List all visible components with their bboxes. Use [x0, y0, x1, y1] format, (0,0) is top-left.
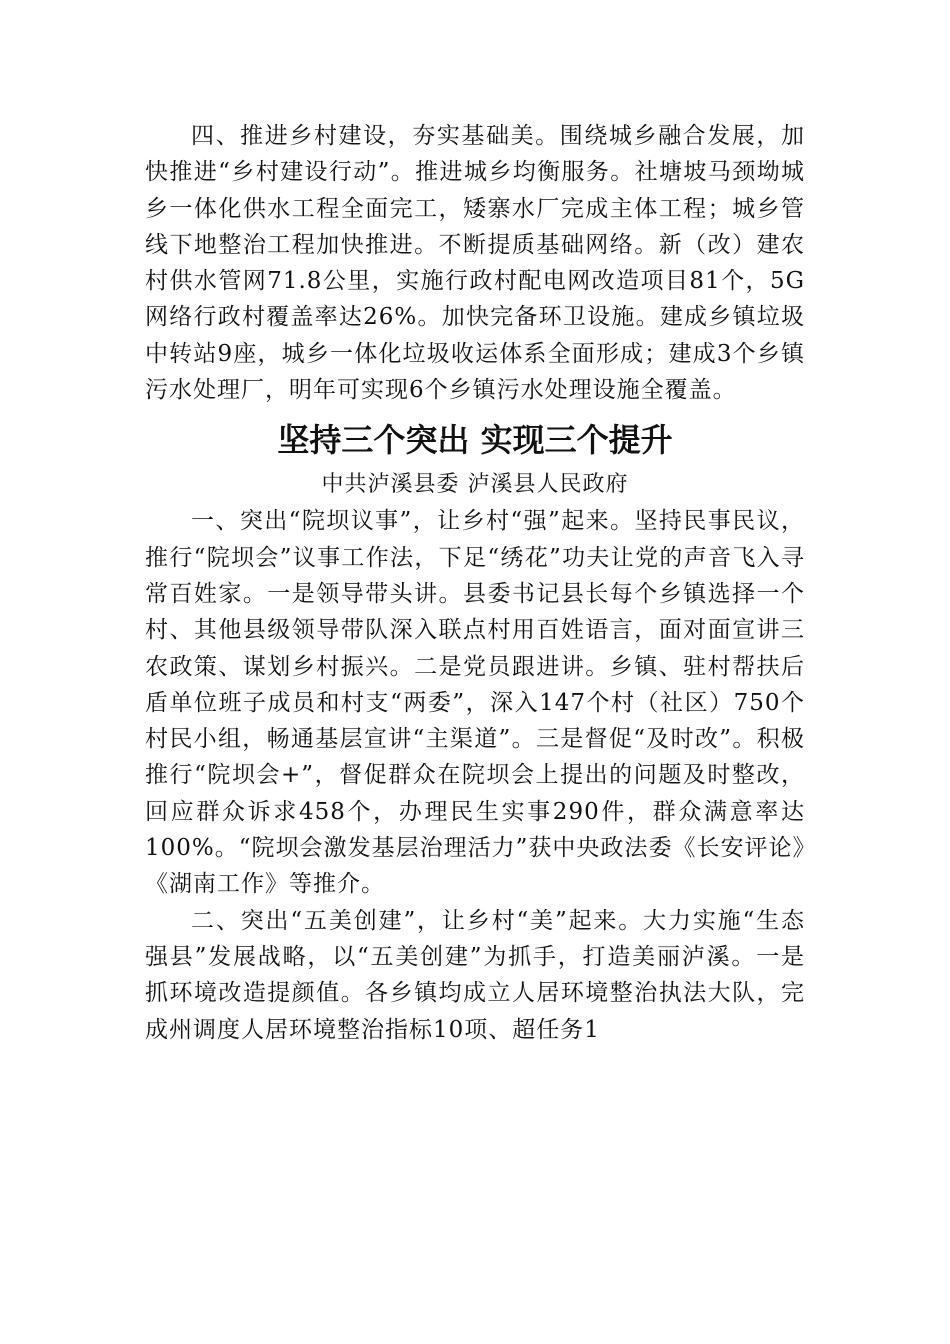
article-title: 坚持三个突出 实现三个提升: [277, 421, 673, 460]
article-author: 中共泸溪县委 泸溪县人民政府: [321, 472, 629, 498]
document-body: [145, 118, 805, 1048]
paragraph-courtyard-discussion: 一、突出“院坝议事”，让乡村“强”起来。坚持民事民议，推行“院坝会”议事工作法，下足“绣花”功夫让党的声音飞入寻常百姓家。一是领导带头讲。县委书记县长每个乡镇选择一个村、其他县级领导带队深入联点村用百姓语言，面对面宣讲三农政策、谋划乡村振兴。二是党员跟进讲。乡镇、驻村帮扶后盾单位班子成员和村支“两委”，深入147个村（社区）750个村民小组，畅通基层宣讲“主渠道”。三是督促“及时改”。积极推行“院坝会+”，督促群众在院坝会上提出的问题及时整改，回应群众诉求458个，办理民生实事290件，群众满意率达100%。“院坝会激发基层治理活力”获中央政法委《长安评论》《湖南工作》等推介。: [145, 508, 805, 898]
paragraph-five-beauty: 二、突出“五美创建”，让乡村“美”起来。大力实施“生态强县”发展战略，以“五美创建”为抓手，打造美丽泸溪。一是抓环境改造提颜值。各乡镇均成立人居环境整治执法大队，完成州调度人居环境整治指标10项、超任务1: [145, 907, 805, 1043]
paragraph-rural-construction: 四、推进乡村建设，夯实基础美。围绕城乡融合发展，加快推进“乡村建设行动”。推进城乡均衡服务。社塘坡马颈坳城乡一体化供水工程全面完工，矮寨水厂完成主体工程；城乡管线下地整治工程加快推进。不断提质基础网络。新（改）建农村供水管网71.8公里，实施行政村配电网改造项目81个，5G网络行政村覆盖率达26%。加快完备环卫设施。建成乡镇垃圾中转站9座，城乡一体化垃圾收运体系全面形成；建成3个乡镇污水处理厂，明年可实现6个乡镇污水处理设施全覆盖。: [145, 123, 805, 404]
